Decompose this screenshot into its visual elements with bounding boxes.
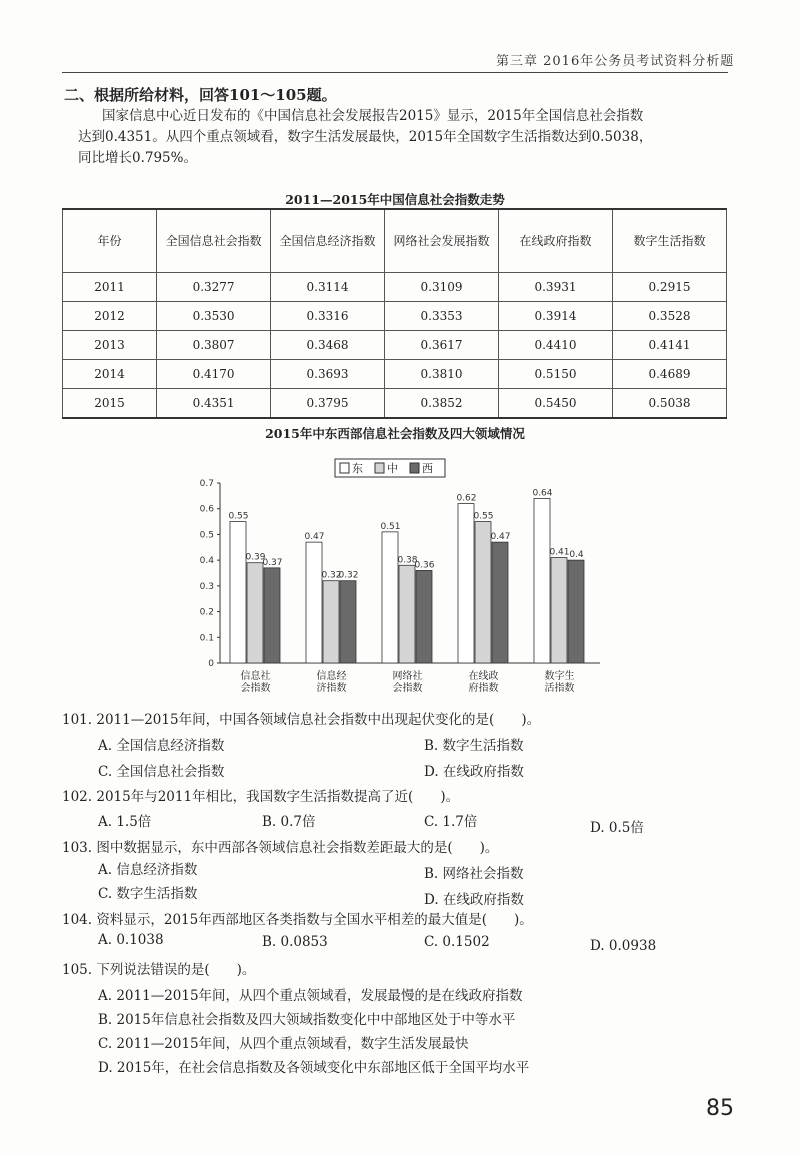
- bar-value-label: 0.32: [321, 570, 342, 581]
- section-heading: 二、根据所给材料，回答101～105题。: [64, 86, 337, 104]
- question-104-option-c[interactable]: C. 0.1502: [424, 934, 490, 950]
- bar-value-label: 0.36: [414, 560, 435, 571]
- bar: [306, 542, 322, 663]
- y-tick-label: 0: [208, 659, 214, 669]
- bar: [492, 542, 508, 663]
- question-102-option-b[interactable]: B. 0.7倍: [262, 814, 316, 830]
- legend-label: 中: [387, 462, 398, 475]
- header-year: 年份: [63, 209, 157, 273]
- question-105-option-c[interactable]: C. 2011—2015年间，从四个重点领域看，数字生活发展最快: [98, 1036, 469, 1052]
- bar: [399, 565, 415, 663]
- category-label: 济指数: [316, 683, 347, 694]
- bar: [230, 522, 246, 663]
- header-digital-life-index: 数字生活指数: [612, 209, 726, 273]
- bar: [247, 563, 263, 663]
- question-104: 104. 资料显示，2015年西部地区各类指数与全国水平相差的最大值是( )。: [62, 912, 533, 928]
- question-103-option-b[interactable]: B. 网络社会指数: [424, 866, 524, 882]
- bar-value-label: 0.37: [262, 557, 283, 568]
- regional-index-chart: [180, 455, 620, 705]
- table-row: [63, 360, 727, 389]
- chart-legend: [335, 459, 445, 477]
- table-cell: 0.4410: [499, 331, 613, 360]
- table-cell: 2011: [63, 273, 157, 302]
- category-label: 在线政: [468, 671, 499, 682]
- category-label: 活指数: [544, 683, 575, 694]
- table-cell: 0.3530: [157, 302, 271, 331]
- bar: [534, 498, 550, 663]
- table-cell: 0.5038: [612, 389, 726, 419]
- table-cell: 0.4351: [157, 389, 271, 419]
- table-cell: 2014: [63, 360, 157, 389]
- bar-value-label: 0.38: [397, 555, 418, 566]
- table-cell: 0.3810: [385, 360, 499, 389]
- table-cell: 0.3931: [499, 273, 613, 302]
- bar: [458, 504, 474, 663]
- bar: [382, 532, 398, 663]
- header-economy-index: 全国信息经济指数: [271, 209, 385, 273]
- table-title: 2011—2015年中国信息社会指数走势: [285, 192, 505, 207]
- bar-value-label: 0.32: [338, 570, 359, 581]
- bar-value-label: 0.47: [304, 532, 325, 543]
- table-header-row: [63, 209, 727, 273]
- bar-value-label: 0.55: [228, 511, 249, 522]
- header-rule: [62, 72, 728, 73]
- category-label: 数字生: [544, 671, 575, 682]
- category-label: 会指数: [392, 683, 423, 694]
- question-101: 101. 2011—2015年间，中国各领域信息社会指数中出现起伏变化的是( )。: [62, 712, 541, 728]
- question-102: 102. 2015年与2011年相比，我国数字生活指数提高了近( )。: [62, 789, 460, 805]
- table-cell: 0.3617: [385, 331, 499, 360]
- question-101-option-d[interactable]: D. 在线政府指数: [424, 764, 524, 780]
- question-104-option-d[interactable]: D. 0.0938: [590, 938, 657, 954]
- y-tick-label: 0.5: [199, 530, 214, 541]
- bar: [568, 560, 584, 663]
- table-cell: 0.3807: [157, 331, 271, 360]
- table-cell: 0.5450: [499, 389, 613, 419]
- category-label: 信息经: [316, 671, 347, 682]
- y-tick-label: 0.2: [199, 607, 214, 618]
- question-105-option-b[interactable]: B. 2015年信息社会指数及四大领域指数变化中中部地区处于中等水平: [98, 1012, 516, 1028]
- table-cell: 0.3353: [385, 302, 499, 331]
- table-cell: 0.3693: [271, 360, 385, 389]
- y-tick-label: 0.6: [199, 504, 214, 515]
- bar-value-label: 0.47: [490, 532, 511, 543]
- category-label: 府指数: [468, 683, 499, 694]
- y-tick-label: 0.3: [199, 581, 214, 592]
- bar: [475, 522, 491, 663]
- table-cell: 0.3316: [271, 302, 385, 331]
- table-row: [63, 389, 727, 419]
- question-102-option-d[interactable]: D. 0.5倍: [590, 820, 644, 836]
- question-101-option-b[interactable]: B. 数字生活指数: [424, 738, 524, 754]
- table-cell: 0.2915: [612, 273, 726, 302]
- question-103-option-c[interactable]: C. 数字生活指数: [98, 886, 198, 902]
- y-tick-label: 0.4: [199, 556, 214, 567]
- table-cell: 2013: [63, 331, 157, 360]
- table-cell: 0.3852: [385, 389, 499, 419]
- header-network-index: 网络社会发展指数: [385, 209, 499, 273]
- bar-value-label: 0.4: [569, 550, 584, 561]
- bar: [340, 581, 356, 663]
- table-row: [63, 273, 727, 302]
- intro-line-3: 同比增长0.795%。: [78, 150, 197, 166]
- category-label: 网络社: [392, 671, 423, 682]
- table-cell: 2015: [63, 389, 157, 419]
- table-row: [63, 331, 727, 360]
- question-104-option-a[interactable]: A. 0.1038: [98, 932, 164, 948]
- category-label: 信息社: [240, 671, 271, 682]
- chart-bars: [230, 498, 584, 663]
- legend-swatch: [340, 463, 349, 473]
- header-egov-index: 在线政府指数: [499, 209, 613, 273]
- legend-label: 东: [352, 462, 363, 475]
- table-cell: 0.3528: [612, 302, 726, 331]
- table-cell: 0.3114: [271, 273, 385, 302]
- header-society-index: 全国信息社会指数: [157, 209, 271, 273]
- question-101-option-a[interactable]: A. 全国信息经济指数: [98, 738, 225, 754]
- bar-value-label: 0.41: [549, 547, 570, 558]
- question-103-option-a[interactable]: A. 信息经济指数: [98, 862, 198, 878]
- question-103-option-d[interactable]: D. 在线政府指数: [424, 892, 524, 908]
- index-table: [62, 208, 727, 419]
- question-102-option-a[interactable]: A. 1.5倍: [98, 814, 152, 830]
- chart-title: 2015年中东西部信息社会指数及四大领域情况: [265, 426, 525, 441]
- question-105-option-a[interactable]: A. 2011—2015年间，从四个重点领域看，发展最慢的是在线政府指数: [98, 988, 523, 1004]
- y-tick-label: 0.1: [199, 633, 214, 644]
- table-cell: 0.3795: [271, 389, 385, 419]
- table-cell: 0.4141: [612, 331, 726, 360]
- intro-line-1: 国家信息中心近日发布的《中国信息社会发展报告2015》显示，2015年全国信息社会指数: [102, 108, 644, 124]
- bar: [416, 570, 432, 663]
- intro-line-2: 达到0.4351。从四个重点领域看，数字生活发展最快，2015年全国数字生活指数达到0.5038，: [78, 129, 653, 145]
- legend-swatch: [410, 463, 419, 473]
- bar: [551, 558, 567, 663]
- legend-label: 西: [422, 462, 433, 475]
- running-header: 第三章 2016年公务员考试资料分析题: [496, 54, 735, 69]
- bar: [264, 568, 280, 663]
- legend-swatch: [375, 463, 384, 473]
- table-cell: 0.4170: [157, 360, 271, 389]
- question-102-option-c[interactable]: C. 1.7倍: [424, 814, 478, 830]
- table-cell: 0.3468: [271, 331, 385, 360]
- bar: [323, 581, 339, 663]
- question-104-option-b[interactable]: B. 0.0853: [262, 934, 328, 950]
- table-cell: 0.3109: [385, 273, 499, 302]
- bar-value-label: 0.55: [473, 511, 494, 522]
- table-row: [63, 302, 727, 331]
- y-tick-label: 0.7: [199, 479, 214, 489]
- table-cell: 2012: [63, 302, 157, 331]
- bar-value-label: 0.39: [245, 552, 266, 563]
- table-cell: 0.4689: [612, 360, 726, 389]
- bar-value-label: 0.62: [456, 493, 477, 504]
- bar-value-label: 0.64: [532, 488, 553, 499]
- question-105-option-d[interactable]: D. 2015年，在社会信息指数及各领域变化中东部地区低于全国平均水平: [98, 1060, 530, 1076]
- table-cell: 0.5150: [499, 360, 613, 389]
- question-103: 103. 图中数据显示，东中西部各领域信息社会指数差距最大的是( )。: [62, 840, 499, 856]
- question-101-option-c[interactable]: C. 全国信息社会指数: [98, 764, 225, 780]
- bar-value-label: 0.51: [380, 521, 401, 532]
- question-105: 105. 下列说法错误的是( )。: [62, 962, 256, 978]
- table-cell: 0.3277: [157, 273, 271, 302]
- table-cell: 0.3914: [499, 302, 613, 331]
- category-label: 会指数: [240, 683, 271, 694]
- page-number: 85: [706, 1096, 734, 1121]
